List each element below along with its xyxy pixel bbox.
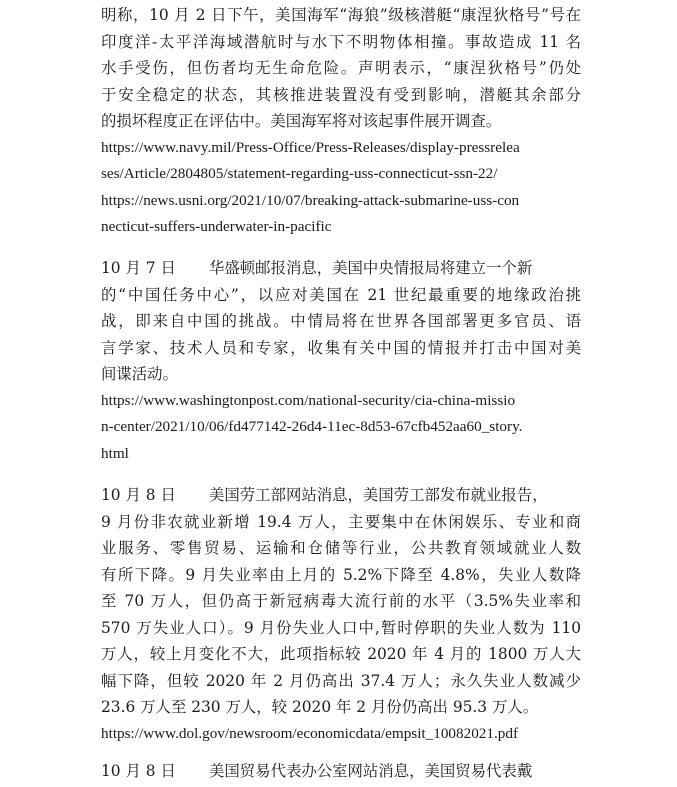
source-link[interactable]: necticut-suffers-underwater-in-pacific — [101, 218, 332, 235]
paragraph-first-line — [101, 255, 581, 282]
entry-date: 10 月 7 日 — [101, 259, 176, 277]
paragraph-line: 明称，10 月 2 日下午，美国海军“海狼”级核潜艇“康涅狄格号”号在 — [101, 6, 581, 24]
news-entry-jobs-report — [101, 482, 581, 747]
paragraph-line: 战，即来自中国的挑战。中情局将在世界各国部署更多官员、语 — [101, 312, 581, 330]
paragraph-line: 幅下降，但较 2020 年 2 月仍高出 37.4 万人；永久失业人数减少 — [101, 671, 581, 690]
paragraph-line: 的“中国任务中心”，以应对美国在 21 世纪最重要的地缘政治挑 — [101, 285, 581, 304]
paragraph-line: 9 月份非农就业新增 19.4 万人，主要集中在休闲娱乐、专业和商 — [101, 512, 581, 531]
news-entry-uss-connecticut — [101, 2, 581, 241]
source-link[interactable]: ses/Article/2804805/statement-regarding-uss-connecticut-ssn-22/ — [101, 165, 498, 182]
paragraph-line: 至 70 万人，但仍高于新冠病毒大流行前的水平（3.5%失业率和 — [101, 592, 581, 610]
source-link[interactable]: https://news.usni.org/2021/10/07/breaking-attack-submarine-uss-con — [101, 191, 520, 209]
paragraph-first-line — [101, 482, 581, 509]
paragraph-line: 印度洋-太平洋海域潜航时与水下不明物体相撞。事故造成 11 名 — [101, 32, 581, 51]
news-entry-ustr — [101, 758, 581, 785]
paragraph-line: 言学家、技术人员和专家，收集有关中国的情报并打击中国对美 — [101, 338, 581, 357]
paragraph-line: 水手受伤，但伤者均无生命危险。声明表示，“康涅狄格号”仍处 — [101, 59, 581, 77]
paragraph-line: 有所下降。9 月失业率由上月的 5.2%下降至 4.8%，失业人数降 — [101, 565, 581, 584]
source-link[interactable]: html — [101, 444, 129, 462]
news-entry-cia-china-mission — [101, 255, 581, 467]
paragraph-line: 于安全稳定的状态，其核推进装置没有受到影响，潜艇其余部分 — [101, 85, 581, 104]
source-link[interactable]: n-center/2021/10/06/fd477142-26d4-11ec-8d53-67cfb452aa60_story. — [101, 418, 523, 435]
source-link[interactable]: https://www.dol.gov/newsroom/economicdata/empsit_10082021.pdf — [101, 724, 519, 742]
source-link[interactable]: https://www.navy.mil/Press-Office/Press-Releases/display-pressrelea — [101, 138, 520, 156]
paragraph-line: 570 万失业人口）。9 月份失业人口中,暂时停职的失业人数为 110 — [101, 618, 581, 637]
paragraph-line: 间谍活动。 — [101, 365, 178, 383]
paragraph-line: 业服务、零售贸易、运输和仓储等行业，公共教育领域就业人数 — [101, 539, 581, 557]
paragraph-line: 的损坏程度正在评估中。美国海军将对该起事件展开调查。 — [101, 112, 502, 130]
paragraph-text: 美国贸易代表办公室网站消息，美国贸易代表戴 — [209, 762, 533, 780]
paragraph-text: 华盛顿邮报消息，美国中央情报局将建立一个新 — [209, 259, 533, 277]
entry-date: 10 月 8 日 — [101, 762, 176, 780]
paragraph-line: 万人，较上月变化不大，此项指标较 2020 年 4 月的 1800 万人大 — [101, 645, 581, 663]
paragraph-first-line — [101, 758, 581, 785]
paragraph-text: 美国劳工部网站消息，美国劳工部发布就业报告， — [209, 486, 548, 504]
source-link[interactable]: https://www.washingtonpost.com/national-security/cia-china-missio — [101, 391, 516, 409]
entry-date: 10 月 8 日 — [101, 486, 176, 504]
paragraph-line: 23.6 万人至 230 万人，较 2020 年 2 月份仍高出 95.3 万人。 — [101, 698, 539, 716]
